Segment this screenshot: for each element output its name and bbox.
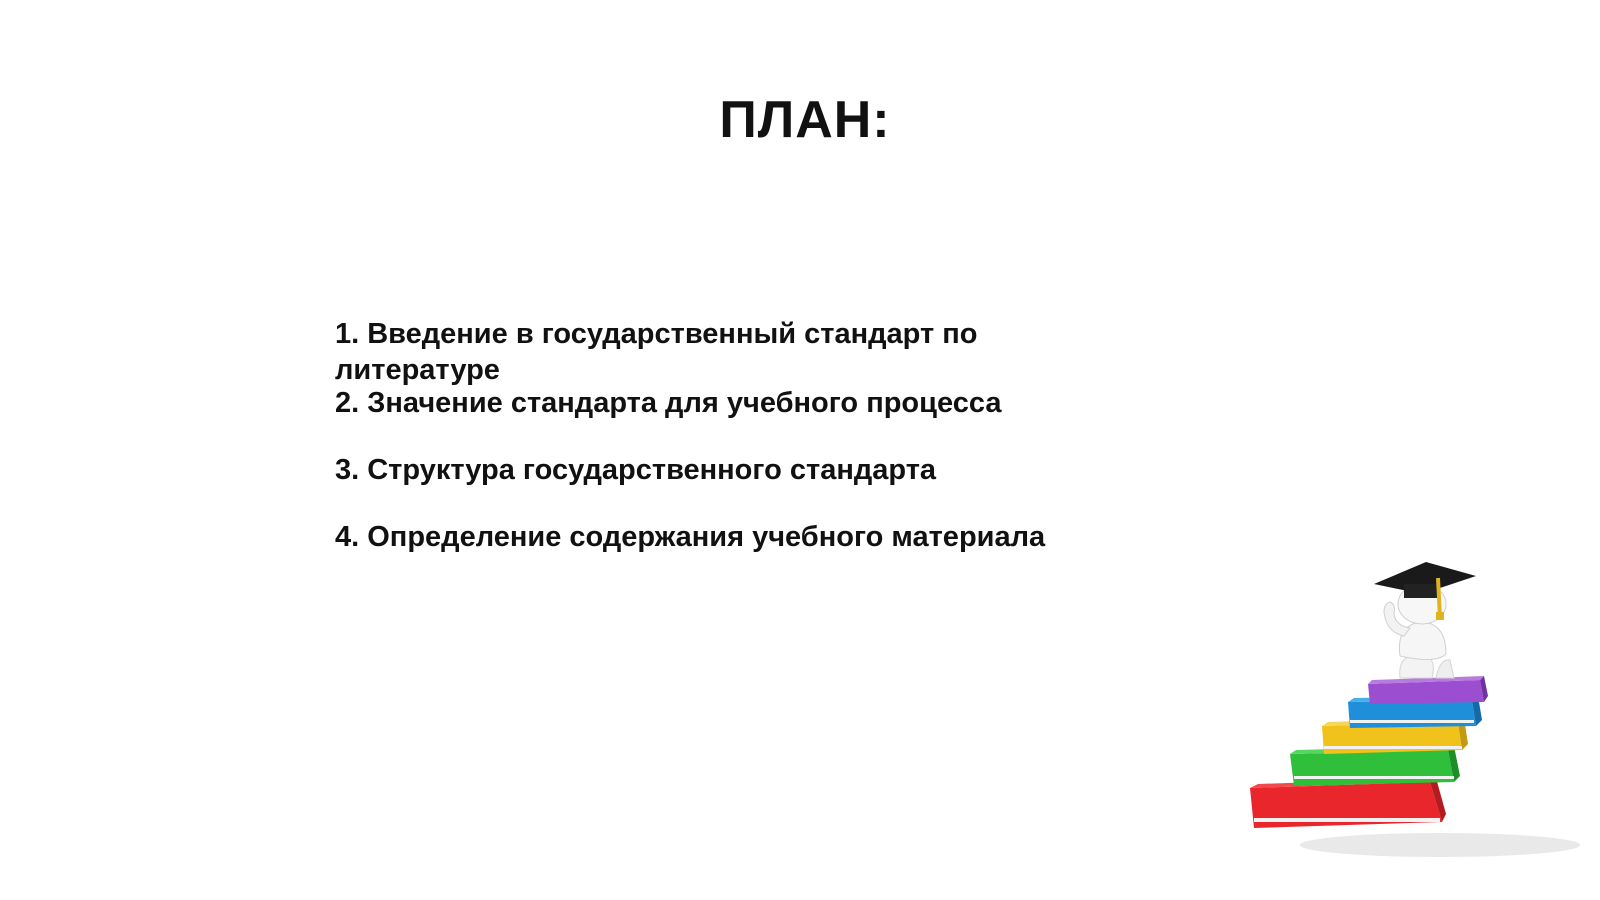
- red-book: [1250, 778, 1446, 828]
- plan-item: 4. Определение содержания учебного материала: [335, 521, 1046, 553]
- shadow: [1300, 833, 1580, 857]
- purple-book: [1368, 676, 1488, 704]
- graduate-on-books-icon: [1250, 560, 1580, 870]
- graduate-figure: [1374, 562, 1476, 678]
- slide-title: ПЛАН:: [719, 91, 891, 149]
- plan-item: 1. Введение в государственный стандарт по литературе: [335, 318, 978, 386]
- plan-item: 2. Значение стандарта для учебного процесса: [335, 387, 1002, 419]
- plan-item: 3. Структура государственного стандарта: [335, 454, 937, 486]
